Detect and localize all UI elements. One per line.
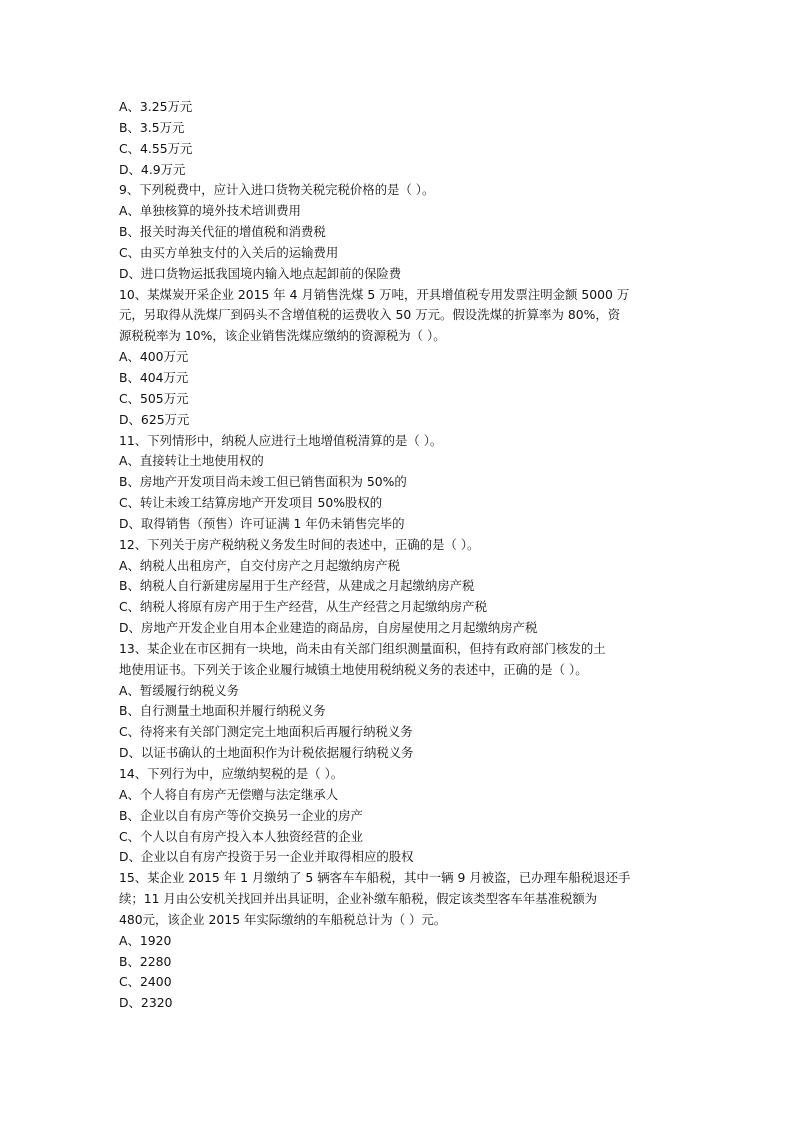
- question-12: 12、下列关于房产税纳税义务发生时间的表述中，正确的是（ ）。: [119, 536, 480, 552]
- option-line: D、2320: [119, 995, 173, 1011]
- option-line: C、4.55万元: [119, 140, 193, 156]
- option-line: B、纳税人自行新建房屋用于生产经营，从建成之月起缴纳房产税: [119, 578, 475, 594]
- question-15-line-1: 15、某企业 2015 年 1 月缴纳了 5 辆客车车船税，其中一辆 9 月被盗，已办理车船税退还手: [119, 870, 631, 886]
- option-line: C、由买方单独支付的入关后的运输费用: [119, 244, 339, 260]
- question-15-line-3: 480元，该企业 2015 年实际缴纳的车船税总计为（ ）元。: [119, 911, 447, 927]
- option-line: D、4.9万元: [119, 161, 186, 177]
- option-line: C、待将来有关部门测定完土地面积后再履行纳税义务: [119, 724, 413, 740]
- option-line: A、暂缓履行纳税义务: [119, 682, 239, 698]
- option-line: C、2400: [119, 974, 172, 990]
- question-10-line-3: 源税税率为 10%，该企业销售洗煤应缴纳的资源税为（ ）。: [119, 328, 446, 344]
- option-line: C、505万元: [119, 390, 189, 406]
- question-11: 11、下列情形中，纳税人应进行土地增值税清算的是（ ）。: [119, 432, 443, 448]
- option-line: C、纳税人将原有房产用于生产经营，从生产经营之月起缴纳房产税: [119, 599, 487, 615]
- option-line: D、房地产开发企业自用本企业建造的商品房，自房屋使用之月起缴纳房产税: [119, 620, 538, 636]
- option-line: B、3.5万元: [119, 119, 185, 135]
- option-line: D、进口货物运抵我国境内输入地点起卸前的保险费: [119, 265, 402, 281]
- option-line: B、自行测量土地面积并履行纳税义务: [119, 703, 326, 719]
- question-14: 14、下列行为中，应缴纳契税的是（ ）。: [119, 766, 344, 781]
- option-line: D、企业以自有房产投资于另一企业并取得相应的股权: [119, 849, 414, 865]
- option-line: A、400万元: [119, 349, 189, 365]
- option-line: B、报关时海关代征的增值税和消费税: [119, 224, 326, 240]
- question-10-line-1: 10、某煤炭开采企业 2015 年 4 月销售洗煤 5 万吨，开具增值税专用发票注明金额 5000 万: [119, 286, 630, 302]
- question-9: 9、下列税费中，应计入进口货物关税完税价格的是（ ）。: [119, 182, 435, 198]
- option-line: A、个人将自有房产无偿赠与法定继承人: [119, 786, 339, 802]
- option-line: B、企业以自有房产等价交换另一企业的房产: [119, 807, 363, 823]
- option-line: C、个人以自有房产投入本人独资经营的企业: [119, 828, 364, 844]
- option-line: A、1920: [119, 932, 172, 948]
- option-line: B、404万元: [119, 369, 189, 385]
- option-line: D、以证书确认的土地面积作为计税依据履行纳税义务: [119, 745, 414, 761]
- option-line: B、2280: [119, 953, 172, 969]
- option-line: D、取得销售（预售）许可证满 1 年仍未销售完毕的: [119, 515, 405, 531]
- document-page: [119, 97, 679, 1014]
- option-line: B、房地产开发项目尚未竣工但已销售面积为 50%的: [119, 474, 407, 490]
- option-line: A、3.25万元: [119, 99, 193, 114]
- question-15-line-2: 续；11 月由公安机关找回并出具证明，企业补缴车船税，假定该类型客车年基准税额为: [119, 891, 598, 907]
- option-line: A、直接转让土地使用权的: [119, 453, 264, 469]
- option-line: A、纳税人出租房产，自交付房产之月起缴纳房产税: [119, 557, 401, 573]
- option-line: C、转让未竣工结算房地产开发项目 50%股权的: [119, 495, 383, 511]
- question-13-line-1: 13、某企业在市区拥有一块地，尚未由有关部门组织测量面积，但持有政府部门核发的土: [119, 640, 606, 656]
- option-line: D、625万元: [119, 411, 190, 427]
- option-line: A、单独核算的境外技术培训费用: [119, 203, 301, 219]
- question-13-line-2: 地使用证书。下列关于该企业履行城镇土地使用税纳税义务的表述中，正确的是（ ）。: [119, 661, 588, 677]
- question-10-line-2: 元，另取得从洗煤厂到码头不含增值税的运费收入 50 万元。假设洗煤的折算率为 80%，资: [119, 307, 621, 323]
